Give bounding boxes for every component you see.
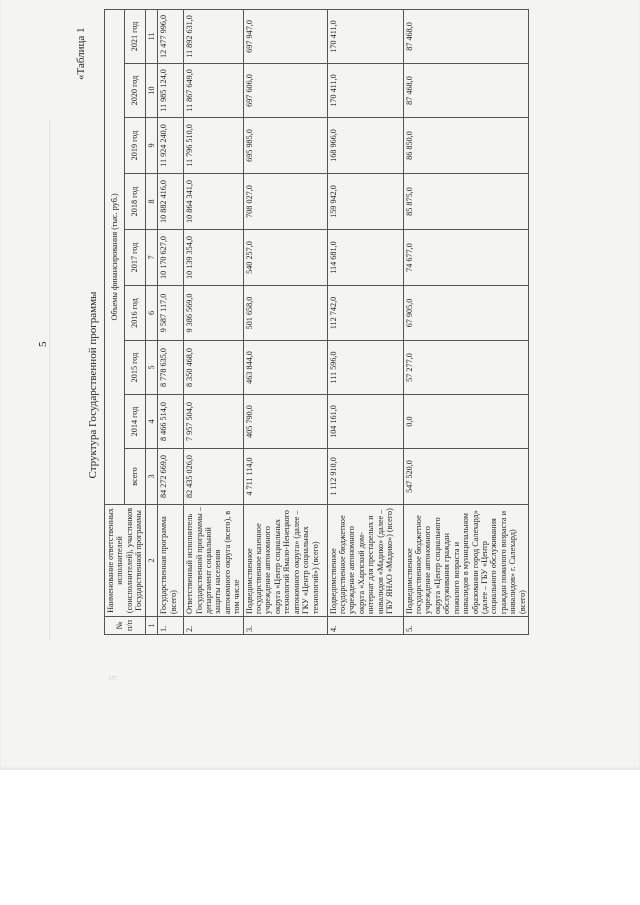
header-year: 2017 год	[125, 230, 145, 286]
row-name: Подведомственное государственное бюджетное учреждение автономного округа «Харпский дом-интернат для престарелых и инвалидов «Мадико» (далее – ГБУ ЯНАО «Мадико») (всего)	[327, 505, 403, 617]
row-value: 11 985 124,0	[158, 64, 184, 118]
row-value: 547 520,0	[403, 449, 528, 505]
row-value: 405 790,0	[243, 395, 327, 449]
row-value: 7 957 504,0	[184, 395, 244, 449]
table-row	[243, 9, 327, 634]
row-value: 112 742,0	[327, 286, 403, 341]
header-year: 2021 год	[125, 9, 145, 63]
row-value: 11 796 510,0	[184, 118, 244, 174]
row-value: 87 468,0	[403, 64, 528, 118]
col-index: 4	[145, 395, 157, 449]
table-row	[184, 9, 244, 634]
header-year: 2016 год	[125, 286, 145, 341]
col-index: 7	[145, 230, 157, 286]
row-value: 1 112 910,0	[327, 449, 403, 505]
table-row	[158, 9, 184, 634]
row-value: 11 924 240,0	[158, 118, 184, 174]
header-year: 2019 год	[125, 118, 145, 174]
header-year: 2015 год	[125, 341, 145, 395]
col-index: 5	[145, 341, 157, 395]
col-index: 10	[145, 64, 157, 118]
row-value: 87 468,0	[403, 9, 528, 63]
row-value: 540 257,0	[243, 230, 327, 286]
row-value: 463 844,0	[243, 341, 327, 395]
row-name: Подведомственное государственное бюджетное учреждение автономного округа «Центр социального обслуживания граждан пожилого возраста и инвалидов в муниципальном образовании город Салехард» (далее – ГБУ «Центр социального обслуживания граждан пожилого возраста и инвалидов» г. Салехард) (всего)	[403, 505, 528, 617]
row-value: 159 942,0	[327, 174, 403, 230]
program-structure-table	[104, 9, 529, 635]
header-year: всего	[125, 449, 145, 505]
col-index: 1	[145, 617, 157, 635]
row-value: 501 658,0	[243, 286, 327, 341]
row-name: Подведомственное государственное казенное учреждение автономного округа «Центр социальных технологий Ямало-Ненецкого автономного округа» (далее – ГКУ «Центр социальных технологий») (всего)	[243, 505, 327, 617]
column-index-row	[145, 9, 157, 634]
row-value: 11 892 631,0	[184, 9, 244, 63]
header-year: 2018 год	[125, 174, 145, 230]
row-value: 8 466 514,0	[158, 395, 184, 449]
table-caption: Структура Государственной программы	[87, 291, 99, 479]
row-value: 168 966,0	[327, 118, 403, 174]
row-value: 10 882 416,0	[158, 174, 184, 230]
row-value: 695 985,0	[243, 118, 327, 174]
row-value: 697 947,0	[243, 9, 327, 63]
row-num: 2.	[184, 617, 244, 635]
header-num: № п/п	[105, 617, 146, 635]
row-value: 86 850,0	[403, 118, 528, 174]
table-row	[327, 9, 403, 634]
col-index: 2	[145, 505, 157, 617]
row-value: 11 867 649,0	[184, 64, 244, 118]
row-value: 114 681,0	[327, 230, 403, 286]
row-value: 8 778 635,0	[158, 341, 184, 395]
row-value: 697 606,0	[243, 64, 327, 118]
row-value: 10 170 627,0	[158, 230, 184, 286]
row-value: 57 277,0	[403, 341, 528, 395]
row-value: 170 411,0	[327, 64, 403, 118]
row-value: 84 272 669,0	[158, 449, 184, 505]
row-name: Государственная программа (всего)	[158, 505, 184, 617]
row-value: 9 386 569,0	[184, 286, 244, 341]
row-value: 708 027,0	[243, 174, 327, 230]
row-value: 10 139 354,0	[184, 230, 244, 286]
header-year: 2014 год	[125, 395, 145, 449]
row-value: 10 864 341,0	[184, 174, 244, 230]
header-name: Наименование ответственных исполнителей (соисполнителей), участников Государственной программы	[105, 505, 146, 617]
page-number: 5	[37, 341, 49, 347]
row-value: 170 411,0	[327, 9, 403, 63]
row-num: 1.	[158, 617, 184, 635]
row-value: 0,0	[403, 395, 528, 449]
header-row-1	[105, 9, 125, 634]
col-index: 8	[145, 174, 157, 230]
row-value: 82 435 026,0	[184, 449, 244, 505]
row-name: Ответственный исполнитель Государственной программы – департамент социальной защиты населения автономного округа (всего), в том числе	[184, 505, 244, 617]
table-row	[403, 9, 528, 634]
row-num: 5.	[403, 617, 528, 635]
col-index: 6	[145, 286, 157, 341]
ghost-page-number: 5	[108, 675, 118, 680]
row-value: 8 350 468,0	[184, 341, 244, 395]
row-value: 111 596,0	[327, 341, 403, 395]
header-funding: Объемы финансирования (тыс. руб.)	[105, 9, 125, 504]
col-index: 9	[145, 118, 157, 174]
col-index: 3	[145, 449, 157, 505]
row-num: 3.	[243, 617, 327, 635]
row-value: 9 587 117,0	[158, 286, 184, 341]
row-value: 4 711 114,0	[243, 449, 327, 505]
row-value: 74 677,0	[403, 230, 528, 286]
row-value: 104 161,0	[327, 395, 403, 449]
header-year: 2020 год	[125, 64, 145, 118]
row-value: 12 477 996,0	[158, 9, 184, 63]
row-value: 67 905,0	[403, 286, 528, 341]
table-tag: «Таблица 1	[75, 27, 87, 80]
col-index: 11	[145, 9, 157, 63]
row-value: 85 875,0	[403, 174, 528, 230]
row-num: 4.	[327, 617, 403, 635]
